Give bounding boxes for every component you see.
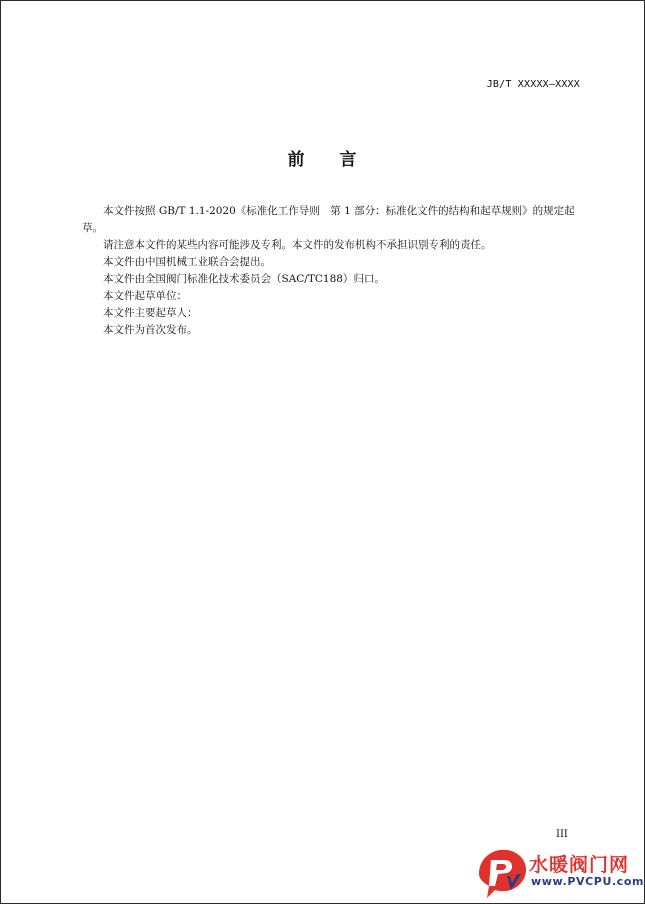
paragraph: 本文件按照 GB/T 1.1-2020《标准化工作导则 第 1 部分：标准化文件的结构和起草规则》的规定起草。 <box>82 205 575 234</box>
paragraph: 请注意本文件的某些内容可能涉及专利。本文件的发布机构不承担识别专利的责任。 <box>103 239 492 251</box>
document-code: JB/T XXXXX—XXXX <box>486 79 580 90</box>
paragraph: 本文件为首次发布。 <box>103 324 198 336</box>
page-title <box>1 145 644 170</box>
page-number: III <box>556 829 568 840</box>
watermark-site-name: 水暖阀门网 <box>529 854 630 876</box>
watermark <box>471 844 645 900</box>
paragraph: 本文件起草单位： <box>103 290 187 302</box>
watermark-url: www.PVCPU.com <box>531 875 645 888</box>
pv-logo-icon <box>471 844 531 900</box>
paragraph: 本文件由全国阀门标准化技术委员会（SAC/TC188）归口。 <box>103 273 385 285</box>
foreword-body <box>82 203 582 339</box>
paragraph: 本文件由中国机械工业联合会提出。 <box>103 256 271 268</box>
paragraph: 本文件主要起草人： <box>103 307 198 319</box>
page-title-char-1: 前 <box>287 150 306 170</box>
page-title-char-2: 言 <box>339 150 358 170</box>
